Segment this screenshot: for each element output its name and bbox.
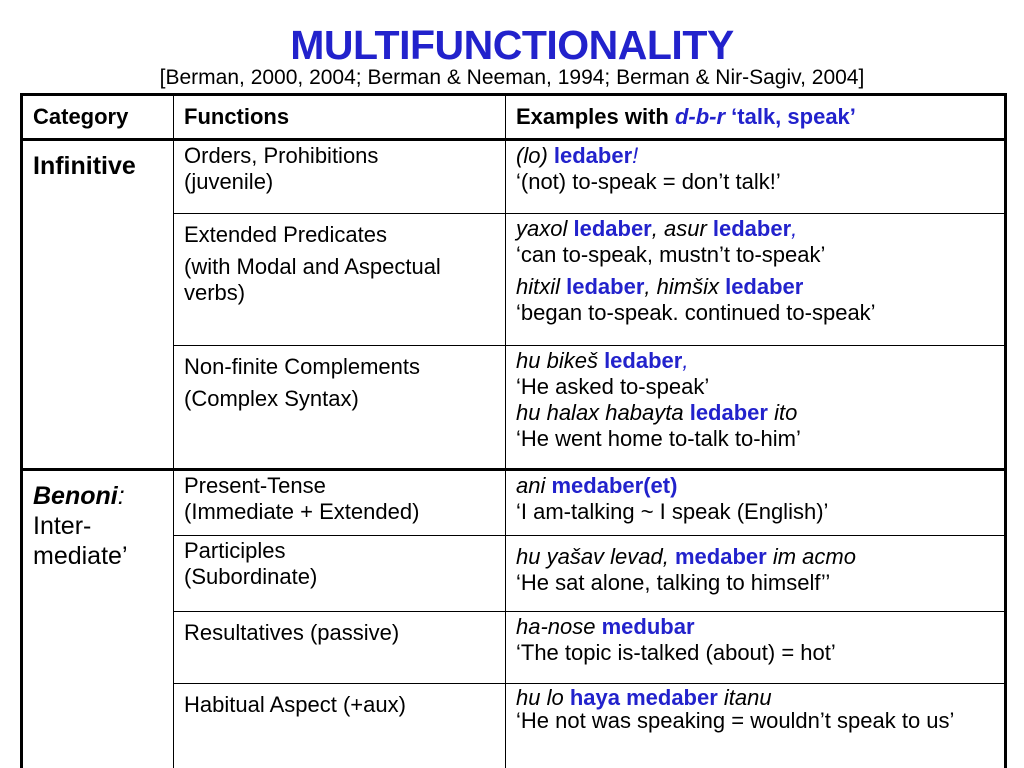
example-verb: medubar: [601, 614, 695, 639]
example-gloss: ‘He asked to-speak’: [516, 374, 710, 399]
example-text: hu bikeš: [516, 348, 605, 373]
function-line: (Subordinate): [184, 564, 318, 589]
function-line: (juvenile): [184, 169, 274, 194]
example-verb: ledaber: [712, 216, 792, 241]
function-line: Present-Tense: [184, 473, 326, 498]
function-cell: [174, 470, 506, 536]
slide-title: MULTIFUNCTIONALITY: [290, 22, 734, 68]
table-row: [22, 140, 1006, 214]
function-cell: [174, 612, 506, 684]
example-cell: [506, 140, 1006, 214]
example-text: im acmo: [766, 544, 856, 569]
example-text: hu halax habayta: [516, 400, 690, 425]
example-gloss: ‘I am-talking ~ I speak (English)’: [516, 499, 829, 524]
example-cell: [506, 684, 1006, 768]
example-text: itanu: [717, 685, 772, 710]
example-verb: ledaber: [604, 348, 683, 373]
example-text: ,: [682, 348, 689, 373]
function-cell: [174, 214, 506, 346]
multifunctionality-table: [20, 93, 1007, 768]
example-text: ha-nose: [516, 614, 602, 639]
header-examples-prefix: Examples with: [516, 104, 675, 129]
header-functions: Functions: [174, 95, 506, 140]
example-cell: [506, 346, 1006, 470]
example-text: , himšix: [644, 274, 726, 299]
example-text: ,: [791, 216, 798, 241]
table-row: [22, 470, 1006, 536]
example-gloss: ‘The topic is-talked (about) = hot’: [516, 640, 836, 665]
example-text: , asur: [651, 216, 713, 241]
example-cell: [506, 536, 1006, 612]
function-cell: [174, 536, 506, 612]
example-gloss: ‘He sat alone, talking to himself’’: [516, 570, 831, 595]
example-text: ito: [767, 400, 798, 425]
example-text: (lo): [516, 143, 554, 168]
function-cell: [174, 684, 506, 768]
example-gloss: ‘He went home to-talk to-him’: [516, 426, 801, 451]
function-line: (Complex Syntax): [184, 386, 359, 411]
function-line: Extended Predicates: [184, 222, 388, 247]
example-verb: ledaber: [689, 400, 768, 425]
function-cell: [174, 346, 506, 470]
example-text: hu lo: [516, 685, 570, 710]
example-verb: ledaber: [573, 216, 652, 241]
example-verb: ledaber: [553, 143, 633, 168]
example-cell: [506, 214, 1006, 346]
header-examples-root: d-b-r: [674, 104, 726, 129]
example-gloss: ‘He not was speaking = wouldn’t speak to us’: [516, 708, 955, 733]
category-benoni-subtitle: Inter-mediate’: [33, 512, 128, 570]
example-verb: ledaber: [725, 274, 804, 299]
example-verb: ledaber: [566, 274, 645, 299]
category-benoni-colon: :: [117, 482, 125, 510]
example-text: ani: [516, 473, 552, 498]
example-text: !: [632, 143, 639, 168]
header-examples-gloss: ‘talk, speak’: [725, 104, 856, 129]
example-gloss: ‘began to-speak. continued to-speak’: [516, 300, 876, 325]
function-line: Resultatives (passive): [184, 620, 400, 645]
example-cell: [506, 612, 1006, 684]
example-cell: [506, 470, 1006, 536]
function-line: (Immediate + Extended): [184, 499, 420, 524]
example-verb: medaber: [674, 544, 767, 569]
header-row: [22, 95, 1006, 140]
function-line: Non-finite Complements: [184, 354, 420, 379]
category-benoni: [22, 470, 174, 768]
function-line: Participles: [184, 538, 286, 563]
function-line: Orders, Prohibitions: [184, 143, 379, 168]
example-gloss: ‘can to-speak, mustn’t to-speak’: [516, 242, 826, 267]
example-text: hu yašav levad,: [516, 544, 675, 569]
header-category: Category: [22, 95, 174, 140]
example-gloss: ‘(not) to-speak = don’t talk!’: [516, 169, 781, 194]
category-benoni-label: Benoni: [33, 482, 118, 510]
category-infinitive-label: Infinitive: [33, 152, 136, 180]
function-line: (with Modal and Aspectual verbs): [184, 254, 441, 305]
example-text: hitxil: [516, 274, 567, 299]
header-examples: [506, 95, 1006, 140]
function-line: Habitual Aspect (+aux): [184, 692, 406, 717]
function-cell: [174, 140, 506, 214]
example-verb: medaber(et): [551, 473, 678, 498]
category-infinitive: [22, 140, 174, 470]
citation: [Berman, 2000, 2004; Berman & Neeman, 1994; Berman & Nir-Sagiv, 2004]: [159, 66, 865, 89]
example-text: yaxol: [516, 216, 574, 241]
example-verb: haya medaber: [569, 685, 718, 710]
